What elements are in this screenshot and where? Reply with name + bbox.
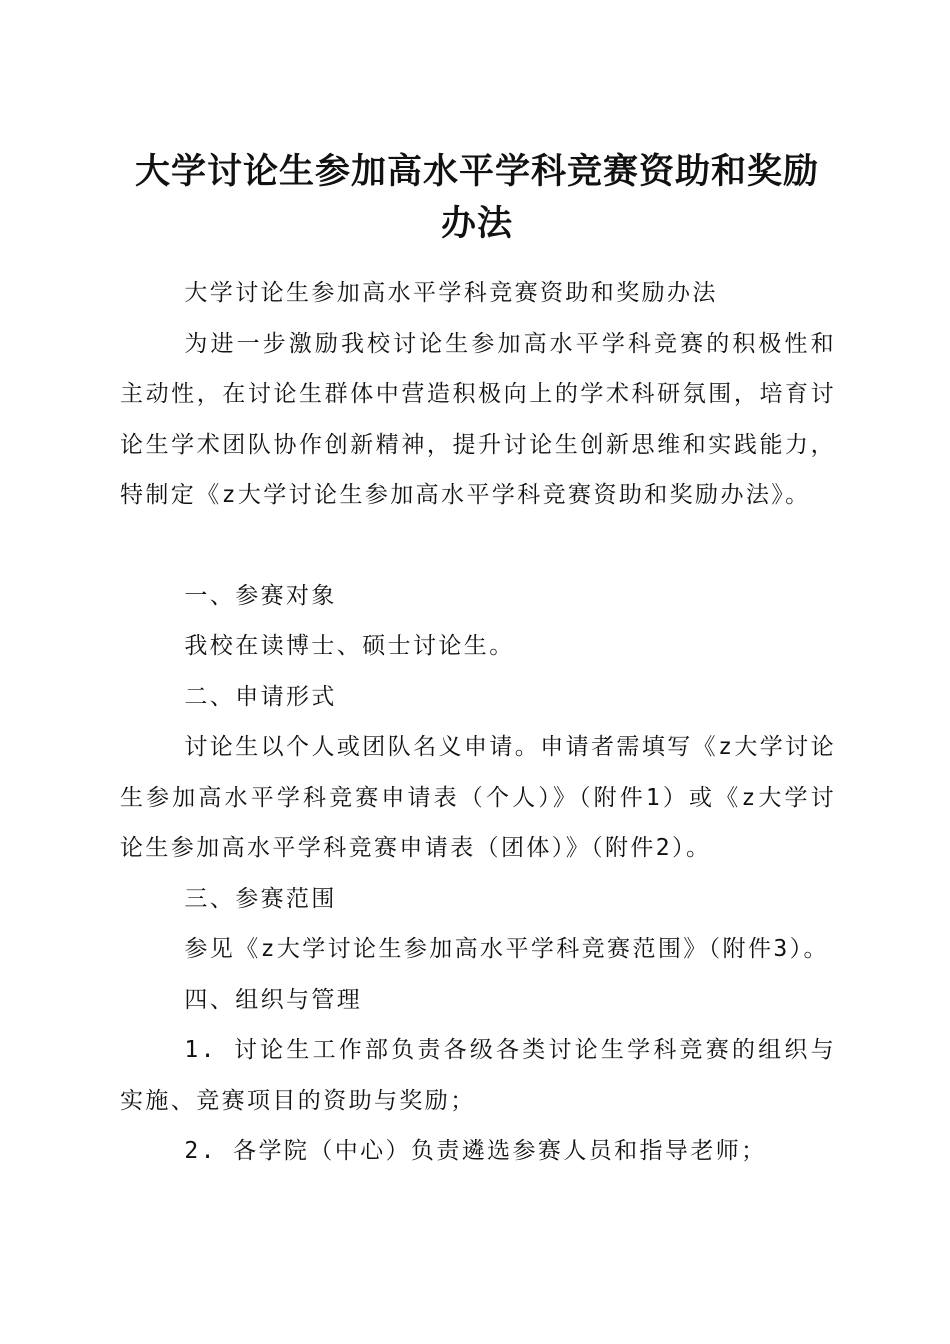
paragraph-spacer bbox=[120, 521, 836, 571]
section-heading-application: 二、申请形式 bbox=[184, 683, 337, 710]
section-heading-organization: 四、组织与管理 bbox=[184, 986, 363, 1013]
document-body bbox=[120, 268, 836, 1177]
document-title: 大学讨论生参加高水平学科竞赛资助和奖励办法 bbox=[134, 151, 819, 244]
body-heading-repeat: 大学讨论生参加高水平学科竞赛资助和奖励办法 bbox=[184, 280, 718, 306]
intro-paragraph: 为进一步激励我校讨论生参加高水平学科竞赛的积极性和主动性，在讨论生群体中营造积极向上的学术科研氛围，培育讨论生学术团队协作创新精神，提升讨论生创新思维和实践能力，特制定《z大学讨论生参加高水平学科竞赛资助和奖励办法》。 bbox=[120, 330, 836, 508]
section-heading-scope: 三、参赛范围 bbox=[184, 885, 337, 912]
participants-paragraph: 我校在读博士、硕士讨论生。 bbox=[184, 633, 515, 659]
organization-item-1: 1. 讨论生工作部负责各级各类讨论生学科竞赛的组织与实施、竞赛项目的资助与奖励； bbox=[120, 1037, 836, 1114]
application-paragraph: 讨论生以个人或团队名义申请。申请者需填写《z大学讨论生参加高水平学科竞赛申请表（个人）》（附件1）或《z大学讨论生参加高水平学科竞赛申请表（团体）》（附件2）。 bbox=[120, 734, 836, 861]
scope-paragraph: 参见《z大学讨论生参加高水平学科竞赛范围》（附件3）。 bbox=[184, 936, 829, 962]
section-heading-participants: 一、参赛对象 bbox=[184, 582, 337, 609]
organization-item-2: 2. 各学院（中心）负责遴选参赛人员和指导老师； bbox=[184, 1138, 767, 1164]
